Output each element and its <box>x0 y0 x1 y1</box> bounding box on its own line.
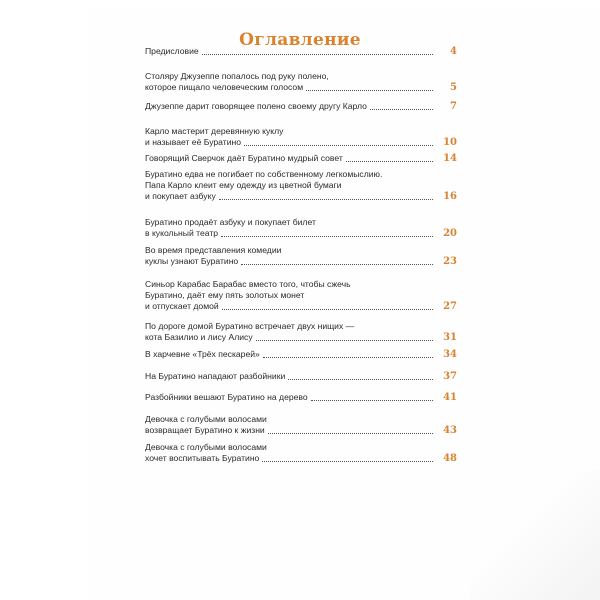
page-number: 10 <box>443 137 457 148</box>
page-number: 43 <box>443 425 457 436</box>
toc-entry <box>145 126 457 148</box>
toc-entry <box>145 442 457 464</box>
entry-line: Буратино, даёт ему пять золотых монет <box>145 290 305 300</box>
leader-dots <box>346 161 433 162</box>
leader-dots <box>262 461 433 462</box>
entry-line: возвращает Буратино к жизни <box>145 425 265 435</box>
entry-line: Столяру Джузеппе попалось под руку полено, <box>145 71 329 81</box>
toc-entry <box>145 392 457 403</box>
entry-line: и называет её Буратино <box>145 137 242 147</box>
page-number: 16 <box>443 191 457 202</box>
entry-line: На Буратино нападают разбойники <box>145 371 286 381</box>
toc-entry <box>145 101 457 112</box>
toc-entry <box>145 414 457 436</box>
page-number: 27 <box>443 301 457 312</box>
leader-dots <box>244 145 433 146</box>
entry-line: Буратино едва не погибает по собственному легкомыслию. <box>145 169 383 179</box>
toc-entry <box>145 245 457 267</box>
page-number: 48 <box>443 453 457 464</box>
toc-entry <box>145 371 457 382</box>
toc-entry <box>145 349 457 360</box>
entry-line: и отпускает домой <box>145 301 219 311</box>
leader-dots <box>202 54 433 55</box>
entry-line: Девочка с голубыми волосами <box>145 414 267 424</box>
leader-dots <box>256 340 433 341</box>
entry-line: которое пищало человеческим голосом <box>145 82 304 92</box>
leader-dots <box>241 264 433 265</box>
page-number: 5 <box>450 82 457 93</box>
page-number: 7 <box>450 101 457 112</box>
entry-line: Папа Карло клеит ему одежду из цветной бумаги <box>145 180 342 190</box>
entry-line: хочет воспитывать Буратино <box>145 453 260 463</box>
page-number: 37 <box>443 371 457 382</box>
page-number: 31 <box>443 332 457 343</box>
page-number: 41 <box>443 392 457 403</box>
leader-dots <box>222 309 433 310</box>
entry-line: Девочка с голубыми волосами <box>145 442 267 452</box>
leader-dots <box>288 379 433 380</box>
page-edge-shadow <box>470 470 600 600</box>
entry-line: кота Базилио и лису Алису <box>145 332 253 342</box>
entry-line: Предисловие <box>145 46 199 56</box>
entry-line: В харчевне «Трёх пескарей» <box>145 349 260 359</box>
entry-line: Говорящий Сверчок даёт Буратино мудрый совет <box>145 153 343 163</box>
entry-line: в кукольный театр <box>145 228 219 238</box>
entry-line: Синьор Карабас Барабас вместо того, чтобы сжечь <box>145 279 351 289</box>
toc-title: Оглавление <box>239 30 361 50</box>
leader-dots <box>263 357 433 358</box>
page-number: 4 <box>450 46 457 57</box>
leader-dots <box>221 236 433 237</box>
leader-dots <box>370 109 433 110</box>
entry-line: Разбойники вешают Буратино на дерево <box>145 392 308 402</box>
entry-line: и покупает азбуку <box>145 191 216 201</box>
leader-dots <box>268 433 433 434</box>
page-number: 20 <box>443 228 457 239</box>
page-number: 14 <box>443 153 457 164</box>
toc-entry <box>145 46 457 57</box>
toc-entry <box>145 71 457 93</box>
toc-entry <box>145 169 457 202</box>
leader-dots <box>306 90 433 91</box>
leader-dots <box>219 199 433 200</box>
toc-entry <box>145 321 457 343</box>
page-number: 23 <box>443 256 457 267</box>
entry-line: Буратино продаёт азбуку и покупает билет <box>145 217 316 227</box>
entry-line: Джузеппе дарит говорящее полено своему другу Карло <box>145 101 367 111</box>
toc-entry <box>145 217 457 239</box>
leader-dots <box>311 400 433 401</box>
toc-entry <box>145 153 457 164</box>
entry-line: По дороге домой Буратино встречает двух нищих — <box>145 321 355 331</box>
entry-line: Во время представления комедии <box>145 245 282 255</box>
toc-entry <box>145 279 457 312</box>
page-number: 34 <box>443 349 457 360</box>
entry-line: куклы узнают Буратино <box>145 256 239 266</box>
entry-line: Карло мастерит деревянную куклу <box>145 126 284 136</box>
